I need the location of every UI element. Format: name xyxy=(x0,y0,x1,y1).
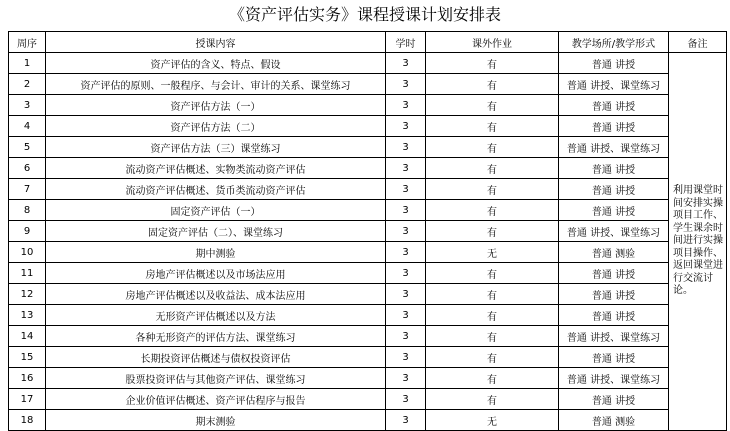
cell-hours: 3 xyxy=(386,158,426,179)
cell-week: 12 xyxy=(9,284,46,305)
table-row xyxy=(9,200,727,221)
cell-hours: 3 xyxy=(386,389,426,410)
cell-hours: 3 xyxy=(386,242,426,263)
cell-week: 16 xyxy=(9,368,46,389)
cell-homework: 有 xyxy=(426,347,559,368)
cell-method: 普通 讲授 xyxy=(559,263,669,284)
cell-method: 普通 讲授 xyxy=(559,305,669,326)
cell-method: 普通 讲授、课堂练习 xyxy=(559,74,669,95)
table-row xyxy=(9,284,727,305)
cell-hours: 3 xyxy=(386,305,426,326)
cell-method: 普通 讲授 xyxy=(559,53,669,74)
remarks-cell: 利用课堂时间安排实操项目工作、学生课余时间进行实操项目操作、返回课堂进行交流讨论。 xyxy=(669,53,727,431)
cell-method: 普通 讲授 xyxy=(559,158,669,179)
table-row xyxy=(9,410,727,431)
table-row xyxy=(9,158,727,179)
cell-content: 各种无形资产的评估方法、课堂练习 xyxy=(46,326,386,347)
cell-content: 资产评估的含义、特点、假设 xyxy=(46,53,386,74)
cell-hours: 3 xyxy=(386,53,426,74)
cell-method: 普通 讲授 xyxy=(559,179,669,200)
cell-content: 无形资产评估概述以及方法 xyxy=(46,305,386,326)
cell-week: 4 xyxy=(9,116,46,137)
header-row xyxy=(9,32,727,53)
table-row xyxy=(9,74,727,95)
cell-homework: 无 xyxy=(426,410,559,431)
cell-week: 17 xyxy=(9,389,46,410)
cell-week: 10 xyxy=(9,242,46,263)
cell-homework: 有 xyxy=(426,137,559,158)
cell-homework: 有 xyxy=(426,95,559,116)
cell-week: 15 xyxy=(9,347,46,368)
header-hours: 学时 xyxy=(386,32,426,53)
cell-content: 期末测验 xyxy=(46,410,386,431)
cell-content: 股票投资评估与其他资产评估、课堂练习 xyxy=(46,368,386,389)
cell-homework: 有 xyxy=(426,53,559,74)
cell-method: 普通 讲授 xyxy=(559,200,669,221)
cell-hours: 3 xyxy=(386,74,426,95)
cell-hours: 3 xyxy=(386,284,426,305)
cell-homework: 有 xyxy=(426,326,559,347)
cell-content: 资产评估方法（一） xyxy=(46,95,386,116)
cell-hours: 3 xyxy=(386,347,426,368)
header-method: 教学场所/教学形式 xyxy=(559,32,669,53)
cell-homework: 有 xyxy=(426,368,559,389)
table-row xyxy=(9,242,727,263)
cell-week: 2 xyxy=(9,74,46,95)
cell-homework: 有 xyxy=(426,116,559,137)
cell-method: 普通 讲授 xyxy=(559,284,669,305)
cell-content: 固定资产评估（一） xyxy=(46,200,386,221)
table-row xyxy=(9,116,727,137)
table-row xyxy=(9,137,727,158)
cell-hours: 3 xyxy=(386,326,426,347)
cell-hours: 3 xyxy=(386,410,426,431)
cell-hours: 3 xyxy=(386,137,426,158)
cell-method: 普通 讲授、课堂练习 xyxy=(559,326,669,347)
cell-week: 13 xyxy=(9,305,46,326)
cell-homework: 有 xyxy=(426,389,559,410)
cell-hours: 3 xyxy=(386,221,426,242)
cell-hours: 3 xyxy=(386,116,426,137)
cell-method: 普通 测验 xyxy=(559,242,669,263)
cell-week: 18 xyxy=(9,410,46,431)
table-row xyxy=(9,53,727,74)
cell-method: 普通 讲授、课堂练习 xyxy=(559,137,669,158)
cell-hours: 3 xyxy=(386,263,426,284)
cell-week: 5 xyxy=(9,137,46,158)
cell-content: 流动资产评估概述、实物类流动资产评估 xyxy=(46,158,386,179)
cell-content: 固定资产评估（二）、课堂练习 xyxy=(46,221,386,242)
cell-content: 房地产评估概述以及收益法、成本法应用 xyxy=(46,284,386,305)
cell-homework: 有 xyxy=(426,200,559,221)
table-row xyxy=(9,368,727,389)
table-row xyxy=(9,326,727,347)
cell-hours: 3 xyxy=(386,95,426,116)
cell-homework: 有 xyxy=(426,284,559,305)
header-remarks: 备注 xyxy=(669,32,727,53)
cell-content: 资产评估方法（三）课堂练习 xyxy=(46,137,386,158)
header-content: 授课内容 xyxy=(46,32,386,53)
cell-hours: 3 xyxy=(386,200,426,221)
cell-homework: 有 xyxy=(426,74,559,95)
cell-homework: 无 xyxy=(426,242,559,263)
table-row xyxy=(9,221,727,242)
cell-hours: 3 xyxy=(386,179,426,200)
cell-content: 企业价值评估概述、资产评估程序与报告 xyxy=(46,389,386,410)
schedule-table xyxy=(8,31,727,431)
header-week: 周序 xyxy=(9,32,46,53)
table-row xyxy=(9,263,727,284)
cell-content: 资产评估方法（二） xyxy=(46,116,386,137)
cell-week: 14 xyxy=(9,326,46,347)
cell-method: 普通 讲授 xyxy=(559,95,669,116)
cell-week: 9 xyxy=(9,221,46,242)
cell-homework: 有 xyxy=(426,263,559,284)
cell-method: 普通 讲授 xyxy=(559,116,669,137)
cell-content: 期中测验 xyxy=(46,242,386,263)
cell-method: 普通 讲授 xyxy=(559,389,669,410)
table-row xyxy=(9,179,727,200)
cell-content: 流动资产评估概述、货币类流动资产评估 xyxy=(46,179,386,200)
cell-content: 资产评估的原则、一般程序、与会计、审计的关系、课堂练习 xyxy=(46,74,386,95)
cell-method: 普通 讲授 xyxy=(559,347,669,368)
table-row xyxy=(9,305,727,326)
header-homework: 课外作业 xyxy=(426,32,559,53)
cell-week: 3 xyxy=(9,95,46,116)
cell-week: 8 xyxy=(9,200,46,221)
cell-content: 房地产评估概述以及市场法应用 xyxy=(46,263,386,284)
cell-homework: 有 xyxy=(426,305,559,326)
table-row xyxy=(9,95,727,116)
cell-method: 普通 讲授、课堂练习 xyxy=(559,368,669,389)
cell-week: 1 xyxy=(9,53,46,74)
table-row xyxy=(9,347,727,368)
cell-homework: 有 xyxy=(426,179,559,200)
cell-method: 普通 测验 xyxy=(559,410,669,431)
cell-homework: 有 xyxy=(426,158,559,179)
cell-week: 11 xyxy=(9,263,46,284)
cell-week: 7 xyxy=(9,179,46,200)
cell-content: 长期投资评估概述与债权投资评估 xyxy=(46,347,386,368)
cell-method: 普通 讲授、课堂练习 xyxy=(559,221,669,242)
page-title: 《资产评估实务》课程授课计划安排表 xyxy=(228,5,501,24)
cell-week: 6 xyxy=(9,158,46,179)
cell-homework: 有 xyxy=(426,221,559,242)
table-row xyxy=(9,389,727,410)
cell-hours: 3 xyxy=(386,368,426,389)
